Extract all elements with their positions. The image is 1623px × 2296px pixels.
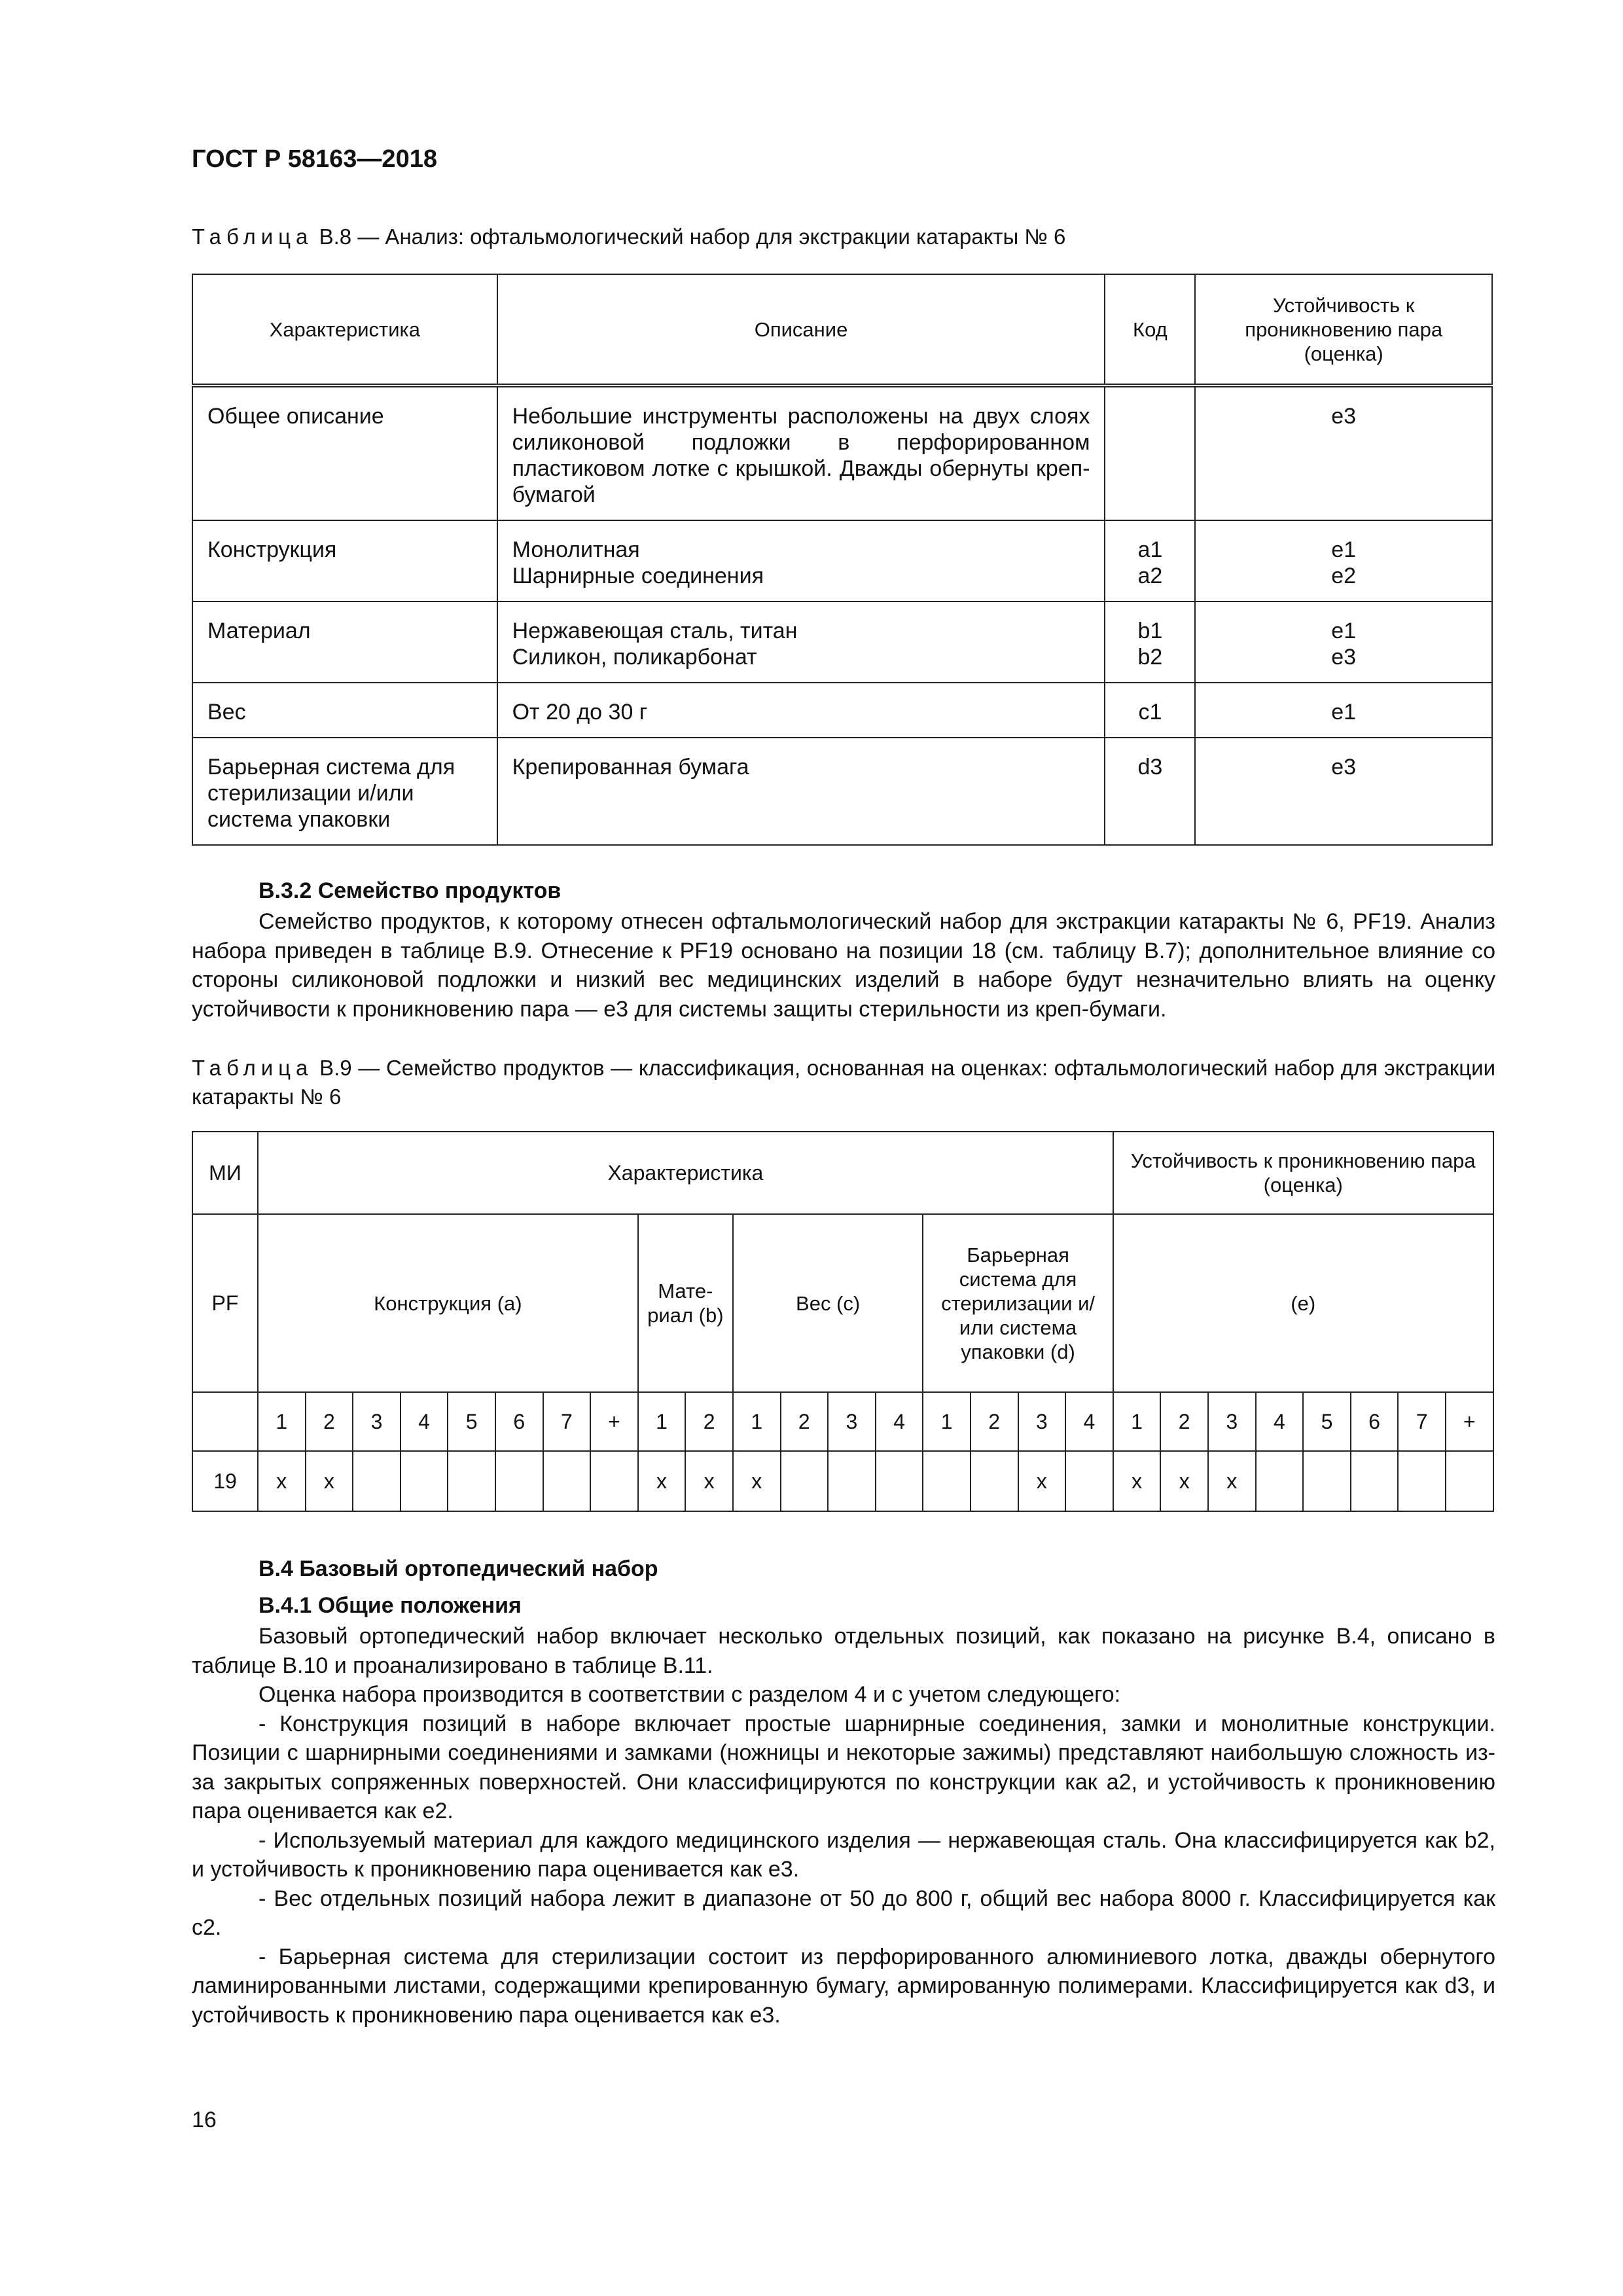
section-b41-title: В.4.1 Общие положения	[259, 1593, 522, 1618]
table-8-header-cell: Характеристика	[192, 274, 497, 386]
table-9-group-header: (e)	[1113, 1214, 1493, 1392]
table-9-mark	[1256, 1451, 1304, 1511]
table-8-code	[1105, 386, 1195, 520]
table-9-col-number: 2	[971, 1392, 1018, 1451]
table-8-code-line: a1	[1137, 537, 1163, 562]
table-8-code-line: b1	[1137, 619, 1163, 643]
table-8-desc	[497, 386, 1105, 520]
table-9-mark	[448, 1451, 495, 1511]
table-8-score-line: e2	[1331, 564, 1357, 588]
table-9-col-number: 1	[1113, 1392, 1161, 1451]
table-9-pf-header: PF	[192, 1214, 258, 1392]
table-8-score	[1195, 683, 1492, 738]
table-9-col-number: 1	[638, 1392, 686, 1451]
table-8-code	[1105, 520, 1195, 601]
table-8-code-line: b2	[1137, 645, 1163, 670]
table-8-score	[1195, 386, 1492, 520]
table-9-mi-header: МИ	[192, 1132, 258, 1214]
table-8	[192, 274, 1493, 846]
table-9-mark	[353, 1451, 401, 1511]
table-8-desc	[497, 520, 1105, 601]
table-9-empty-cell	[192, 1392, 258, 1451]
table-9-group-row	[192, 1214, 1493, 1392]
table-8-code-line: d3	[1137, 755, 1163, 780]
table-9-col-number: 6	[1351, 1392, 1399, 1451]
table-8-desc-line: Небольшие инструменты расположены на двух слоях силиконовой подложки в перфорированном пластиковом лотке с крышкой. Дважды обернуты креп-бумагой	[512, 404, 1090, 507]
table-9-col-number: 4	[401, 1392, 448, 1451]
section-b41-text	[192, 1622, 1495, 2030]
paragraph: - Барьерная система для стерилизации состоит из перфорированного алюминиевого лотка, дважды обернутого ламинированными листами, содержащими крепированную бумагу, армированную полимерами. Классифицируется как d3, и устойчивость к проникновению пара оценивается как e3.	[192, 1944, 1495, 2028]
table-9-mark: x	[258, 1451, 306, 1511]
table-8-header-cell: Устойчивость к проникновению пара (оценка)	[1195, 274, 1492, 386]
table-8-row	[192, 386, 1492, 520]
page-number: 16	[192, 2108, 217, 2132]
table-8-score-line: e1	[1331, 619, 1357, 643]
table-8-score-line: e1	[1331, 537, 1357, 562]
table-9-group-header: Мате-риал (b)	[638, 1214, 733, 1392]
table-8-header-cell: Код	[1105, 274, 1195, 386]
table-9-mark	[923, 1451, 971, 1511]
table-8-score	[1195, 520, 1492, 601]
table-9-col-number: +	[1446, 1392, 1493, 1451]
table-9-col-number: 2	[685, 1392, 733, 1451]
table-8-desc-line: От 20 до 30 г	[512, 700, 648, 725]
table-9-col-number: 3	[1018, 1392, 1066, 1451]
section-b32-title: В.3.2 Семейство продуктов	[259, 878, 562, 903]
table-9-col-number: 1	[923, 1392, 971, 1451]
table-9-col-number: 1	[258, 1392, 306, 1451]
table-8-desc	[497, 738, 1105, 845]
table-9-col-number: 5	[1303, 1392, 1351, 1451]
table-8-desc-line: Силикон, поликарбонат	[512, 645, 757, 670]
table-8-code	[1105, 601, 1195, 683]
paragraph: Базовый ортопедический набор включает несколько отдельных позиций, как показано на рисунке В.4, описано в таблице В.10 и проанализировано в таблице В.11.	[192, 1624, 1495, 1678]
document-id: ГОСТ Р 58163—2018	[192, 145, 437, 173]
table-9-col-number: 4	[876, 1392, 923, 1451]
table-9-mark	[828, 1451, 876, 1511]
table-8-characteristic: Материал	[192, 601, 497, 683]
table-9-number-row	[192, 1392, 1493, 1451]
table-9-mark: x	[306, 1451, 353, 1511]
table-9-group-header: Барьерная система для стерилизации и/или система упаковки (d)	[923, 1214, 1113, 1392]
paragraph: - Конструкция позиций в наборе включает простые шарнирные соединения, замки и монолитные конструкции. Позиции с шарнирными соединениями и замками (ножницы и некоторые зажимы) представляют наибольшую сложность из-за закрытых сопряженных поверхностей. Они классифицируются по конструкции как a2, и устойчивость к проникновению пара оценивается как e2.	[192, 1711, 1495, 1823]
table-9-mark	[1398, 1451, 1446, 1511]
table-8-characteristic: Барьерная система для стерилизации и/или система упаковки	[192, 738, 497, 845]
table-8-desc-line: Нержавеющая сталь, титан	[512, 619, 798, 643]
table-9-mark	[1065, 1451, 1113, 1511]
table-9-col-number: 2	[781, 1392, 829, 1451]
table-9-col-number: 2	[1160, 1392, 1208, 1451]
table-9-col-number: 3	[828, 1392, 876, 1451]
table-9-mark	[876, 1451, 923, 1511]
table-9-col-number: 6	[495, 1392, 543, 1451]
table-8-desc-line: Монолитная	[512, 537, 640, 562]
table-9-mark	[590, 1451, 638, 1511]
table-8-score	[1195, 738, 1492, 845]
table-9-characteristic-header: Характеристика	[258, 1132, 1113, 1214]
table-8-caption: Таблица В.8 — Анализ: офтальмологический набор для экстракции катаракты № 6	[192, 224, 1066, 249]
table-9-mark	[1351, 1451, 1399, 1511]
paragraph: - Используемый материал для каждого медицинского изделия — нержавеющая сталь. Она классифицируется как b2, и устойчивость к проникновению пара оценивается как e3.	[192, 1827, 1495, 1882]
table-9-group-header: Вес (c)	[733, 1214, 923, 1392]
table-9-col-number: 1	[733, 1392, 781, 1451]
table-8-row	[192, 601, 1492, 683]
table-8-code	[1105, 738, 1195, 845]
table-8-score	[1195, 601, 1492, 683]
table-9-col-number: 7	[543, 1392, 591, 1451]
table-9-caption: Таблица В.9 — Семейство продуктов — классификация, основанная на оценках: офтальмологический набор для экстракции катаракты № 6	[192, 1056, 1495, 1109]
table-9-col-number: 4	[1256, 1392, 1304, 1451]
table-8-characteristic: Конструкция	[192, 520, 497, 601]
table-8-desc-line: Шарнирные соединения	[512, 564, 764, 588]
table-9-col-number: +	[590, 1392, 638, 1451]
table-9-pf-value: 19	[192, 1451, 258, 1511]
section-b4-title: В.4 Базовый ортопедический набор	[259, 1556, 658, 1581]
table-9-mark: x	[1208, 1451, 1256, 1511]
table-8-code-line: a2	[1137, 564, 1163, 588]
paragraph: - Вес отдельных позиций набора лежит в диапазоне от 50 до 800 г, общий вес набора 8000 г. Классифицируется как c2.	[192, 1886, 1495, 1940]
table-8-desc	[497, 683, 1105, 738]
table-9-mark: x	[1160, 1451, 1208, 1511]
table-8-score-line: e3	[1331, 755, 1357, 780]
table-8-desc-line: Крепированная бумага	[512, 755, 749, 780]
table-9	[192, 1131, 1494, 1512]
paragraph: Оценка набора производится в соответствии с разделом 4 и с учетом следующего:	[259, 1682, 1121, 1707]
table-8-characteristic: Вес	[192, 683, 497, 738]
table-9-mark	[781, 1451, 829, 1511]
section-b32-text: Семейство продуктов, к которому отнесен офтальмологический набор для экстракции катаракты № 6, PF19. Анализ набора приведен в таблице В.9. Отнесение к PF19 основано на позиции 18 (см. таблицу В.7); дополнительное влияние со стороны силиконовой подложки и низкий вес медицинских изделий в наборе будут незначительно влиять на оценку устойчивости к проникновению пара — e3 для системы защиты стерильности из креп-бумаги.	[192, 909, 1495, 1022]
table-9-mark	[495, 1451, 543, 1511]
table-8-code-line	[1120, 403, 1180, 429]
table-8-row	[192, 520, 1492, 601]
table-8-code	[1105, 683, 1195, 738]
table-9-col-number: 3	[353, 1392, 401, 1451]
table-9-col-number: 7	[1398, 1392, 1446, 1451]
table-9-data-row	[192, 1451, 1493, 1511]
table-9-mark	[543, 1451, 591, 1511]
table-8-row	[192, 738, 1492, 845]
table-9-col-number: 3	[1208, 1392, 1256, 1451]
table-9-col-number: 4	[1065, 1392, 1113, 1451]
table-9-mark: x	[638, 1451, 686, 1511]
table-9-group-header: Конструкция (a)	[258, 1214, 638, 1392]
table-9-col-number: 5	[448, 1392, 495, 1451]
table-9-resistance-header: Устойчивость к проникновению пара (оценка)	[1113, 1132, 1493, 1214]
table-9-mark: x	[733, 1451, 781, 1511]
table-8-score-line: e1	[1331, 700, 1357, 725]
table-8-score-line: e3	[1331, 645, 1357, 670]
table-8-score-line: e3	[1331, 404, 1357, 429]
table-9-mark	[1303, 1451, 1351, 1511]
table-9-mark	[401, 1451, 448, 1511]
table-9-mark	[1446, 1451, 1493, 1511]
table-9-mark: x	[685, 1451, 733, 1511]
table-9-mark: x	[1113, 1451, 1161, 1511]
table-9-mark: x	[1018, 1451, 1066, 1511]
table-9-header-row	[192, 1132, 1493, 1214]
table-9-col-number: 2	[306, 1392, 353, 1451]
table-9-mark	[971, 1451, 1018, 1511]
table-8-row	[192, 683, 1492, 738]
table-8-code-line: c1	[1138, 700, 1162, 725]
table-8-desc	[497, 601, 1105, 683]
table-8-header-row	[192, 274, 1492, 386]
table-8-header-cell: Описание	[497, 274, 1105, 386]
table-8-characteristic: Общее описание	[192, 386, 497, 520]
